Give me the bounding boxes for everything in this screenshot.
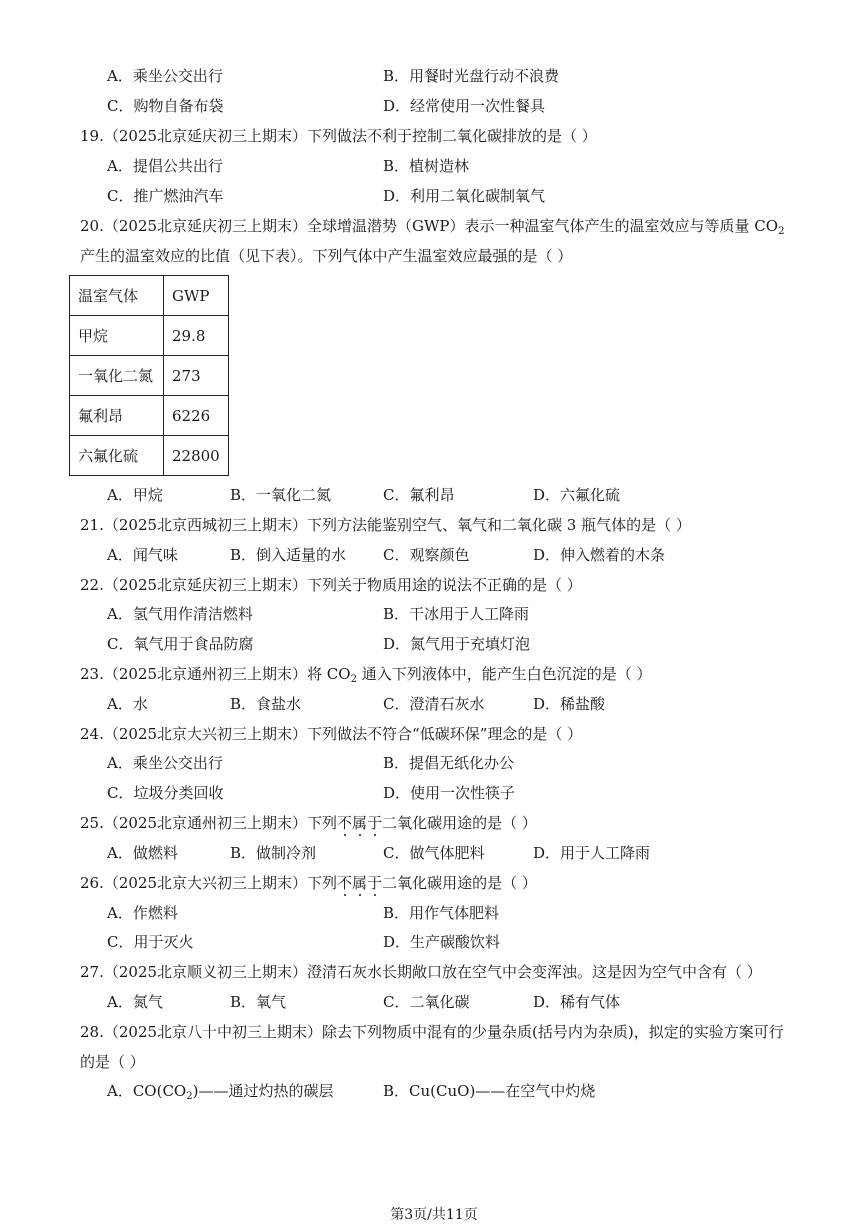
q25-option-b: B．做制冷剂 xyxy=(230,844,317,862)
q23-option-a: A．水 xyxy=(107,695,148,713)
q21-option-d: D．伸入燃着的木条 xyxy=(533,546,666,564)
option-a: A．乘坐公交出行 xyxy=(107,67,223,85)
table-cell: 6226 xyxy=(164,396,229,436)
q20-option-b: B．一氧化二氮 xyxy=(230,486,332,504)
question-24-stem: 24.（2025北京大兴初三上期末）下列做法不符合“低碳环保”理念的是（ ） xyxy=(80,725,583,743)
q22-option-b: B．干冰用于人工降雨 xyxy=(383,605,530,623)
q26-stem-post: 二氧化碳用途的是（ ） xyxy=(382,874,537,892)
q26-option-a: A．作燃料 xyxy=(107,904,178,922)
q24-option-a: A．乘坐公交出行 xyxy=(107,754,223,772)
q26-option-d: D．生产碳酸饮料 xyxy=(383,933,501,951)
question-20-stem-line1 xyxy=(80,216,784,236)
gwp-table xyxy=(69,275,229,476)
table-row xyxy=(70,436,229,476)
q20-stem-text: 20.（2025北京延庆初三上期末）全球增温潜势（GWP）表示一种温室气体产生的温室效应与等质量 CO xyxy=(80,217,779,235)
q26-stem-pre: 26.（2025北京大兴初三上期末）下列 xyxy=(80,874,338,892)
q27-option-b: B．氧气 xyxy=(230,993,287,1011)
emphasis-dot-char: 不 xyxy=(337,814,353,832)
question-27-stem: 27.（2025北京顺义初三上期末）澄清石灰水长期敞口放在空气中会变浑浊。这是因为空气中含有（ ） xyxy=(80,963,762,981)
option-d: D．经常使用一次性餐具 xyxy=(383,97,546,115)
q22-option-d: D．氮气用于充填灯泡 xyxy=(383,635,531,653)
emphasis-dot-char: 于 xyxy=(367,814,383,832)
q21-option-b: B．倒入适量的水 xyxy=(230,546,347,564)
q27-option-a: A．氮气 xyxy=(107,993,163,1011)
q20-option-a: A．甲烷 xyxy=(107,486,163,504)
emphasis-dot-char: 属 xyxy=(352,874,368,892)
q22-option-a: A．氢气用作清洁燃料 xyxy=(107,605,253,623)
table-cell: 273 xyxy=(164,356,229,396)
table-cell: 22800 xyxy=(164,436,229,476)
question-22-stem: 22.（2025北京延庆初三上期末）下列关于物质用途的说法不正确的是（ ） xyxy=(80,576,582,594)
q26-option-b: B．用作气体肥料 xyxy=(383,904,500,922)
q28-option-b: B．Cu(CuO)——在空气中灼烧 xyxy=(383,1082,596,1100)
question-20-stem-line2: 产生的温室效应的比值（见下表）。下列气体中产生温室效应最强的是（ ） xyxy=(80,247,573,265)
q19-option-a: A．提倡公共出行 xyxy=(107,157,223,175)
q28-option-a xyxy=(107,1081,333,1101)
table-row xyxy=(70,356,229,396)
table-header-cell: GWP xyxy=(164,276,229,316)
q23-stem-post: 通入下列液体中，能产生白色沉淀的是（ ） xyxy=(356,665,652,683)
q20-subscript: 2 xyxy=(778,226,785,237)
q24-option-d: D．使用一次性筷子 xyxy=(383,784,516,802)
q25-option-c: C．做气体肥料 xyxy=(383,844,485,862)
emphasis-dot-char: 不 xyxy=(337,874,353,892)
q19-option-c: C．推广燃油汽车 xyxy=(107,187,224,205)
q23-subscript: 2 xyxy=(350,674,357,685)
table-row xyxy=(70,316,229,356)
q22-option-c: C．氧气用于食品防腐 xyxy=(107,635,254,653)
question-28-stem-line2: 的是（ ） xyxy=(80,1053,145,1071)
q25-option-d: D．用于人工降雨 xyxy=(533,844,651,862)
table-row xyxy=(70,396,229,436)
q25-stem-post: 二氧化碳用途的是（ ） xyxy=(382,814,537,832)
q24-option-c: C．垃圾分类回收 xyxy=(107,784,224,802)
table-cell: 甲烷 xyxy=(70,316,164,356)
option-b: B．用餐时光盘行动不浪费 xyxy=(383,67,560,85)
q23-stem-pre: 23.（2025北京通州初三上期末）将 CO xyxy=(80,665,351,683)
q20-option-c: C．氟利昂 xyxy=(383,486,455,504)
question-21-stem: 21.（2025北京西城初三上期末）下列方法能鉴别空气、氧气和二氧化碳 3 瓶气体的是（ ） xyxy=(80,516,691,534)
table-cell: 氟利昂 xyxy=(70,396,164,436)
q25-stem-pre: 25.（2025北京通州初三上期末）下列 xyxy=(80,814,338,832)
emphasis-dot-char: 属 xyxy=(352,814,368,832)
q23-option-d: D．稀盐酸 xyxy=(533,695,606,713)
table-cell: 一氧化二氮 xyxy=(70,356,164,396)
q21-option-a: A．闻气味 xyxy=(107,546,178,564)
question-25-stem xyxy=(80,813,537,833)
table-cell: 29.8 xyxy=(164,316,229,356)
q27-option-d: D．稀有气体 xyxy=(533,993,621,1011)
q28-a-subscript: 2 xyxy=(186,1091,193,1102)
question-26-stem xyxy=(80,873,537,893)
option-c: C．购物自备布袋 xyxy=(107,97,224,115)
q25-option-a: A．做燃料 xyxy=(107,844,178,862)
q23-option-c: C．澄清石灰水 xyxy=(383,695,485,713)
q23-option-b: B．食盐水 xyxy=(230,695,302,713)
q20-option-d: D．六氟化硫 xyxy=(533,486,621,504)
question-19-stem: 19.（2025北京延庆初三上期末）下列做法不利于控制二氧化碳排放的是（ ） xyxy=(80,127,597,145)
page-footer: 第3页/共11页 xyxy=(390,1207,478,1223)
q26-option-c: C．用于灭火 xyxy=(107,933,194,951)
table-cell: 六氟化硫 xyxy=(70,436,164,476)
q27-option-c: C．二氧化碳 xyxy=(383,993,470,1011)
table-header-row xyxy=(70,276,229,316)
q28-a-post: )——通过灼热的碳层 xyxy=(192,1082,334,1100)
q24-option-b: B．提倡无纸化办公 xyxy=(383,754,515,772)
table-header-cell: 温室气体 xyxy=(70,276,164,316)
question-23-stem xyxy=(80,664,652,684)
emphasis-dot-char: 于 xyxy=(367,874,383,892)
q19-option-b: B．植树造林 xyxy=(383,157,470,175)
question-28-stem-line1: 28.（2025北京八十中初三上期末）除去下列物质中混有的少量杂质(括号内为杂质)，拟定的实验方案可行 xyxy=(80,1023,784,1041)
q19-option-d: D．利用二氧化碳制氧气 xyxy=(383,187,546,205)
q21-option-c: C．观察颜色 xyxy=(383,546,470,564)
q28-a-pre: A．CO(CO xyxy=(107,1082,187,1100)
